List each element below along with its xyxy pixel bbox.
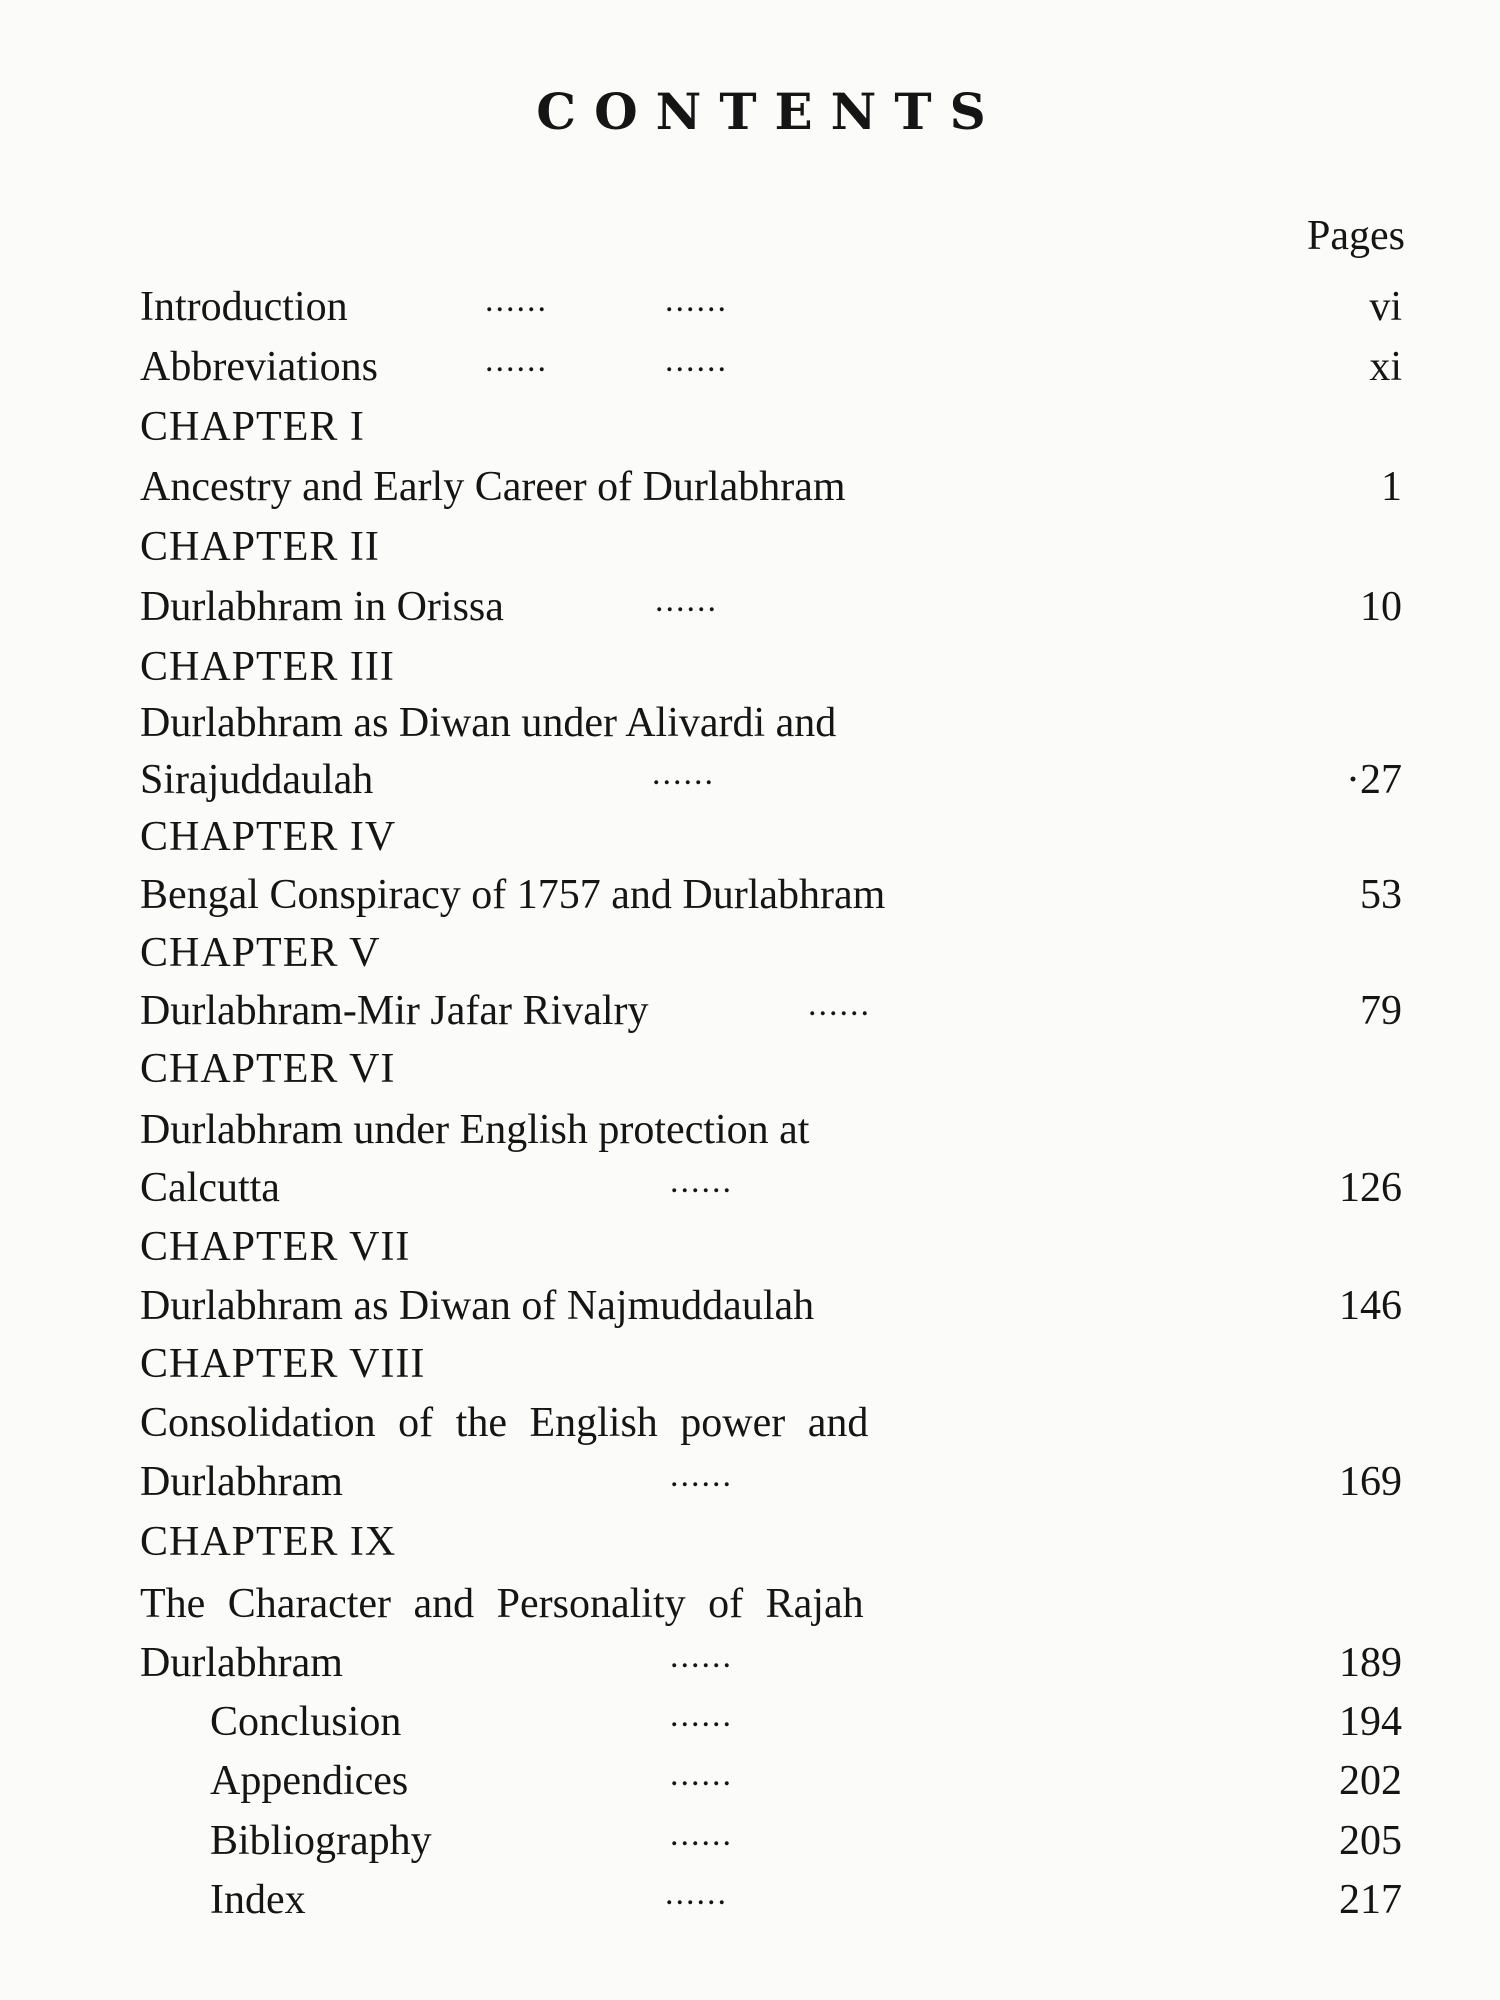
toc-page-number: 189 [1339,1640,1402,1686]
toc-entry-title: The Character and Personality of Rajah [140,1581,864,1627]
toc-page-number: 53 [1360,872,1402,918]
leader-dots: ...... [670,1816,733,1853]
toc-entry-title: Ancestry and Early Career of Durlabhram [140,464,846,510]
toc-page-number: 79 [1360,988,1402,1034]
toc-page-number: 217 [1339,1877,1402,1923]
toc-entry-introduction[interactable] [140,277,1402,337]
toc-entry-chapter-3-line-1[interactable] [140,693,1402,753]
page-title: CONTENTS [536,82,1004,141]
toc-entry-title: Introduction [140,284,348,330]
leader-dots: ...... [670,1457,733,1494]
toc-page-number: 169 [1339,1459,1402,1505]
toc-entry-chapter-7[interactable] [140,1276,1402,1336]
chapter-label: CHAPTER III [140,644,395,690]
toc-entry-title: Durlabhram as Diwan under Alivardi and [140,700,837,746]
chapter-heading-5 [140,923,1402,983]
leader-dots: ...... [665,342,728,379]
toc-page-number: vi [1369,284,1402,330]
chapter-heading-9 [140,1512,1402,1572]
toc-entry-title: Bibliography [210,1818,432,1864]
toc-entry-title: Durlabhram [140,1640,343,1686]
chapter-label: CHAPTER VI [140,1046,396,1092]
chapter-label: CHAPTER VIII [140,1341,426,1387]
leader-dots: ...... [670,1638,733,1675]
toc-entry-conclusion[interactable] [140,1692,1402,1752]
chapter-heading-2 [140,517,1402,577]
toc-entry-title: Durlabhram under English protection at [140,1107,810,1153]
pages-column-header: Pages [1307,213,1405,259]
chapter-label: CHAPTER V [140,930,381,976]
chapter-heading-1 [140,397,1402,457]
toc-entry-title: Conclusion [210,1699,402,1745]
toc-entry-title: Consolidation of the English power and [140,1400,869,1446]
toc-page-number: 202 [1339,1758,1402,1804]
chapter-heading-8 [140,1334,1402,1394]
toc-page-number: 1 [1381,464,1402,510]
toc-entry-title: Calcutta [140,1165,280,1211]
leader-dots: ...... [485,342,548,379]
leader-dots: ...... [808,986,871,1023]
leader-dots: ...... [655,582,718,619]
toc-entry-title: Abbreviations [140,344,378,390]
toc-entry-title: Durlabhram as Diwan of Najmuddaulah [140,1283,815,1329]
leader-dots: ...... [665,1875,728,1912]
toc-entry-title: Sirajuddaulah [140,757,374,803]
chapter-label: CHAPTER II [140,524,380,570]
leader-dots: ...... [670,1163,733,1200]
leader-dots: ...... [665,282,728,319]
chapter-heading-7 [140,1217,1402,1277]
toc-entry-title: Durlabhram [140,1459,343,1505]
toc-entry-title: Index [210,1877,306,1923]
toc-entry-chapter-9-line-2[interactable] [140,1633,1402,1693]
leader-dots: ...... [670,1697,733,1734]
toc-page-number: ·27 [1346,757,1402,803]
toc-entry-index[interactable] [140,1870,1402,1930]
chapter-label: CHAPTER VII [140,1224,411,1270]
leader-dots: ...... [670,1756,733,1793]
toc-entry-chapter-3-line-2[interactable] [140,750,1402,810]
toc-page-number: 10 [1360,584,1402,630]
toc-page-number: 146 [1339,1283,1402,1329]
chapter-heading-4 [140,807,1402,867]
toc-entry-chapter-6-line-2[interactable] [140,1158,1402,1218]
toc-page-number: 194 [1339,1699,1402,1745]
toc-page-number: 126 [1339,1165,1402,1211]
toc-page-number: xi [1369,344,1402,390]
chapter-label: CHAPTER IX [140,1519,397,1565]
chapter-heading-3 [140,637,1402,697]
toc-entry-bibliography[interactable] [140,1811,1402,1871]
toc-entry-chapter-4[interactable] [140,865,1402,925]
toc-entry-chapter-1[interactable] [140,457,1402,517]
toc-entry-chapter-8-line-1[interactable] [140,1393,1402,1453]
toc-entry-chapter-5[interactable] [140,981,1402,1041]
leader-dots: ...... [485,282,548,319]
toc-entry-appendices[interactable] [140,1751,1402,1811]
leader-dots: ...... [652,755,715,792]
toc-entry-chapter-2[interactable] [140,577,1402,637]
chapter-label: CHAPTER IV [140,814,397,860]
toc-entry-title: Appendices [210,1758,409,1804]
toc-page-number: 205 [1339,1818,1402,1864]
toc-entry-chapter-6-line-1[interactable] [140,1100,1402,1160]
toc-entry-title: Durlabhram in Orissa [140,584,504,630]
chapter-heading-6 [140,1039,1402,1099]
toc-entry-title: Bengal Conspiracy of 1757 and Durlabhram [140,872,886,918]
toc-entry-chapter-9-line-1[interactable] [140,1574,1402,1634]
toc-entry-chapter-8-line-2[interactable] [140,1452,1402,1512]
toc-entry-abbreviations[interactable] [140,337,1402,397]
toc-entry-title: Durlabhram-Mir Jafar Rivalry [140,988,649,1034]
chapter-label: CHAPTER I [140,404,365,450]
